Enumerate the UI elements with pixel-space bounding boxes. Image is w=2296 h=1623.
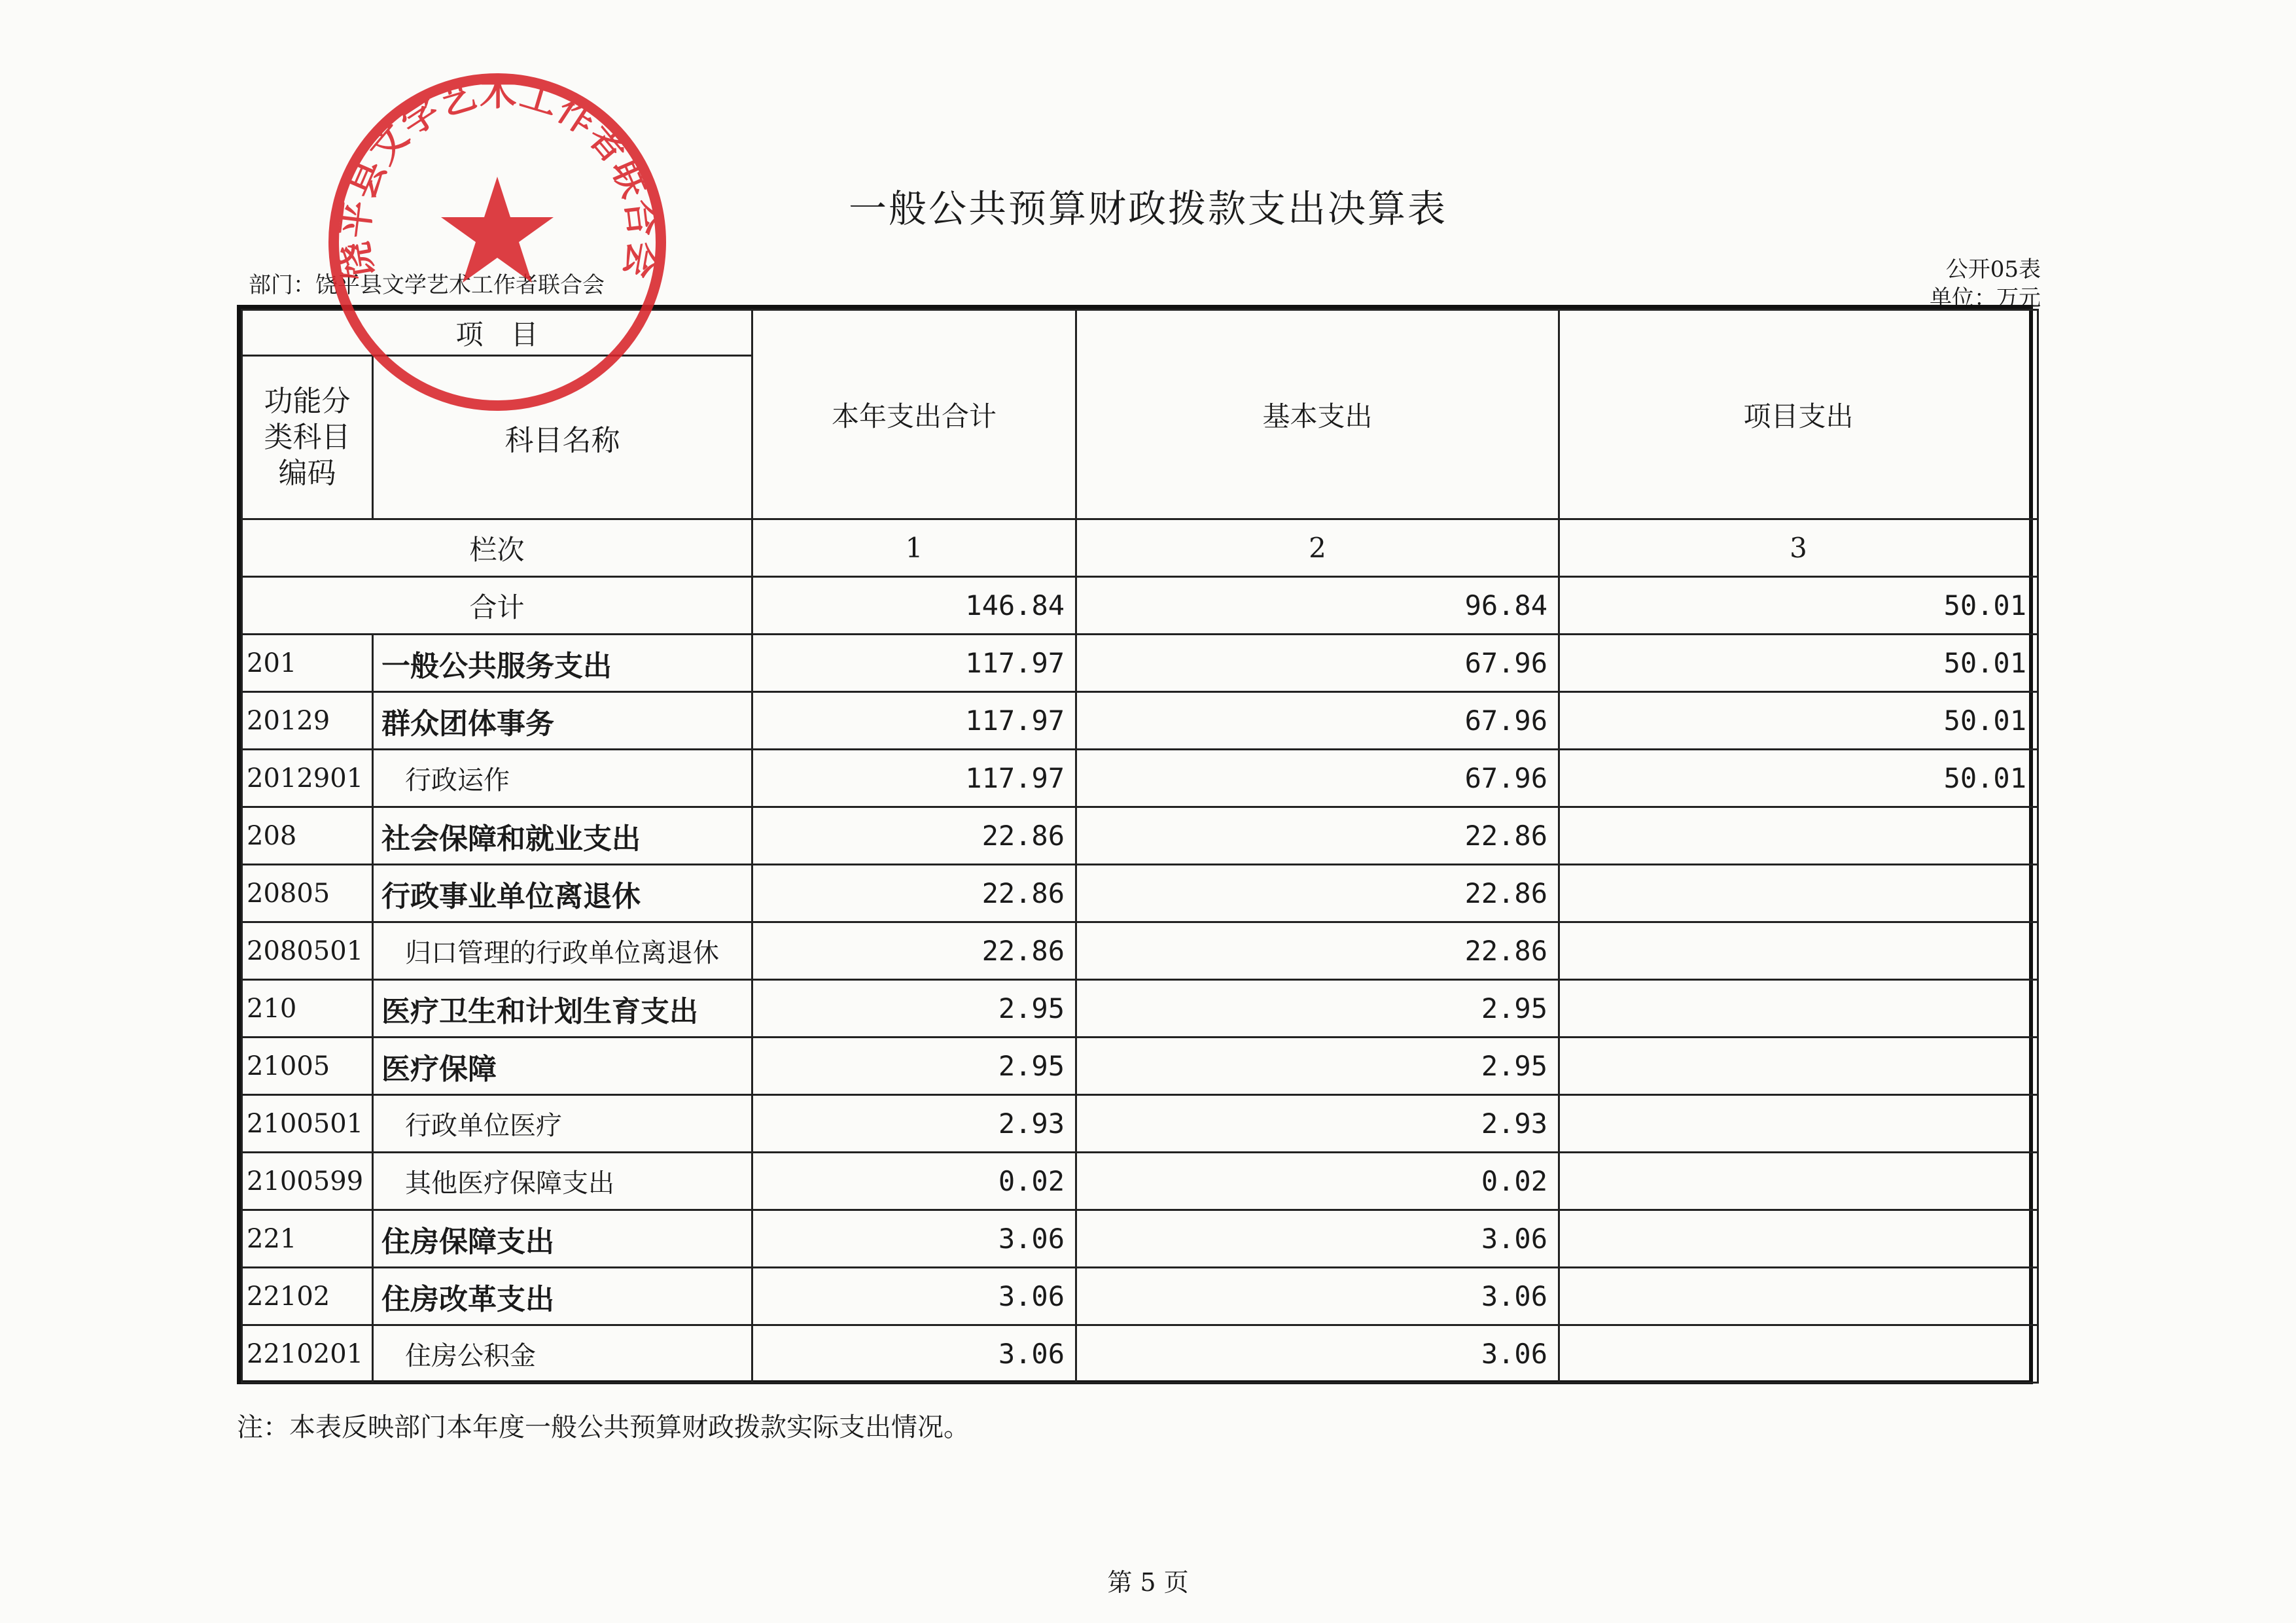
row-name: 归口管理的行政单位离退休	[373, 922, 752, 980]
row-project: 50.01	[1559, 750, 2038, 807]
row-basic: 2.95	[1076, 1038, 1559, 1095]
row-total: 2.93	[752, 1095, 1076, 1153]
table-row	[242, 1038, 2038, 1095]
row-code: 221	[242, 1210, 373, 1268]
row-total: 3.06	[752, 1325, 1076, 1383]
row-total: 2.95	[752, 980, 1076, 1038]
row-project	[1559, 980, 2038, 1038]
row-code: 2100599	[242, 1153, 373, 1210]
row-project	[1559, 1153, 2038, 1210]
seal-text: 饶平县文学艺术工作者联合会	[332, 71, 665, 283]
row-name: 群众团体事务	[373, 692, 752, 750]
row-basic: 22.86	[1076, 922, 1559, 980]
row-basic: 3.06	[1076, 1210, 1559, 1268]
table-row	[242, 865, 2038, 922]
table-row	[242, 980, 2038, 1038]
row-code: 21005	[242, 1038, 373, 1095]
row-basic: 67.96	[1076, 750, 1559, 807]
table-row	[242, 1325, 2038, 1383]
table-row	[242, 922, 2038, 980]
row-code: 210	[242, 980, 373, 1038]
table-row	[242, 1268, 2038, 1325]
total-row-project: 50.01	[1559, 577, 2038, 635]
table-row	[242, 1210, 2038, 1268]
row-total: 3.06	[752, 1210, 1076, 1268]
row-project	[1559, 1095, 2038, 1153]
row-code: 20129	[242, 692, 373, 750]
row-total: 117.97	[752, 635, 1076, 692]
row-project: 50.01	[1559, 635, 2038, 692]
row-project	[1559, 1268, 2038, 1325]
row-code: 22102	[242, 1268, 373, 1325]
row-name: 行政运作	[373, 750, 752, 807]
header-project: 项 目	[242, 310, 752, 356]
header-total: 本年支出合计	[752, 310, 1076, 519]
row-basic: 22.86	[1076, 865, 1559, 922]
row-basic: 67.96	[1076, 635, 1559, 692]
table-row	[242, 1095, 2038, 1153]
row-project: 50.01	[1559, 692, 2038, 750]
row-project	[1559, 922, 2038, 980]
row-code: 2080501	[242, 922, 373, 980]
form-code: 公开05表	[1945, 256, 2041, 283]
table-row	[242, 1153, 2038, 1210]
department-label: 部门：饶平县文学艺术工作者联合会	[249, 272, 605, 298]
row-project	[1559, 807, 2038, 865]
row-total: 2.95	[752, 1038, 1076, 1095]
row-basic: 3.06	[1076, 1325, 1559, 1383]
table-row	[242, 692, 2038, 750]
row-basic: 22.86	[1076, 807, 1559, 865]
page-number: 第 5 页	[1107, 1568, 1189, 1597]
row-name: 住房改革支出	[373, 1268, 752, 1325]
row-name: 行政单位医疗	[373, 1095, 752, 1153]
official-seal	[314, 65, 680, 419]
row-code: 2012901	[242, 750, 373, 807]
row-basic: 2.93	[1076, 1095, 1559, 1153]
table-row	[242, 750, 2038, 807]
row-code: 201	[242, 635, 373, 692]
row-total: 22.86	[752, 865, 1076, 922]
page-title: 一般公共预算财政拨款支出决算表	[848, 186, 1447, 231]
row-name: 医疗保障	[373, 1038, 752, 1095]
unit-label: 单位：万元	[1930, 285, 2041, 311]
column-index-3: 3	[1559, 519, 2038, 577]
header-function-code: 功能分类科目编码	[242, 356, 373, 519]
expenditure-table	[237, 305, 2033, 1384]
row-code: 2100501	[242, 1095, 373, 1153]
row-name: 其他医疗保障支出	[373, 1153, 752, 1210]
row-project	[1559, 865, 2038, 922]
header-basic: 基本支出	[1076, 310, 1559, 519]
row-basic: 3.06	[1076, 1268, 1559, 1325]
header-project-expenditure: 项目支出	[1559, 310, 2038, 519]
row-total: 3.06	[752, 1268, 1076, 1325]
row-project	[1559, 1325, 2038, 1383]
row-name: 社会保障和就业支出	[373, 807, 752, 865]
total-row-total: 146.84	[752, 577, 1076, 635]
table-row	[242, 635, 2038, 692]
row-project	[1559, 1038, 2038, 1095]
row-code: 20805	[242, 865, 373, 922]
table-row	[242, 807, 2038, 865]
row-name: 行政事业单位离退休	[373, 865, 752, 922]
total-row-basic: 96.84	[1076, 577, 1559, 635]
row-total: 22.86	[752, 807, 1076, 865]
row-total: 117.97	[752, 692, 1076, 750]
total-row-label: 合计	[242, 577, 752, 635]
column-index-label: 栏次	[242, 519, 752, 577]
row-name: 医疗卫生和计划生育支出	[373, 980, 752, 1038]
footnote: 注：本表反映部门本年度一般公共预算财政拨款实际支出情况。	[237, 1412, 970, 1442]
row-name: 住房公积金	[373, 1325, 752, 1383]
row-code: 208	[242, 807, 373, 865]
header-subject-name: 科目名称	[373, 356, 752, 519]
row-basic: 0.02	[1076, 1153, 1559, 1210]
column-index-2: 2	[1076, 519, 1559, 577]
row-total: 22.86	[752, 922, 1076, 980]
row-basic: 2.95	[1076, 980, 1559, 1038]
row-project	[1559, 1210, 2038, 1268]
row-total: 0.02	[752, 1153, 1076, 1210]
row-name: 住房保障支出	[373, 1210, 752, 1268]
row-code: 2210201	[242, 1325, 373, 1383]
row-basic: 67.96	[1076, 692, 1559, 750]
row-total: 117.97	[752, 750, 1076, 807]
seal-star-icon	[441, 177, 554, 283]
column-index-1: 1	[752, 519, 1076, 577]
row-name: 一般公共服务支出	[373, 635, 752, 692]
